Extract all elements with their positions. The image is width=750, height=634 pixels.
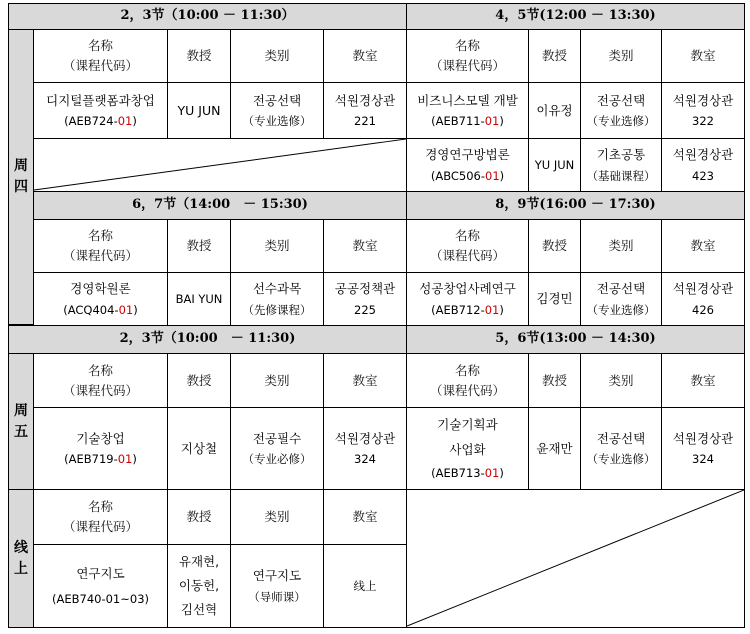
col-header-name: 名称 （课程代码） xyxy=(406,29,529,83)
col-header-name: 名称 （课程代码） xyxy=(33,29,168,83)
diagonal-line xyxy=(407,490,744,627)
room-cell: 线上 xyxy=(323,544,407,628)
col-header-room: 教室 xyxy=(323,29,407,83)
col-header-category: 类别 xyxy=(230,353,324,408)
professor-cell: 윤재만 xyxy=(528,407,581,490)
col-header-professor: 教授 xyxy=(167,489,231,545)
category-cell: 선수과목 （先修课程） xyxy=(230,272,324,326)
day-label-friday: 周 五 xyxy=(8,353,34,490)
slot-header-thu-3: 6，7节（14:00 － 15:30) xyxy=(33,191,407,220)
col-header-professor: 教授 xyxy=(167,219,231,273)
category-cell: 전공선택 （专业选修） xyxy=(580,272,662,326)
professor-cell: 김경민 xyxy=(528,272,581,326)
col-header-category: 类别 xyxy=(580,219,662,273)
col-header-professor: 教授 xyxy=(528,219,581,273)
col-header-room: 教室 xyxy=(323,489,407,545)
category-cell: 전공선택 （专业选修） xyxy=(230,82,324,139)
diagonal-line xyxy=(34,139,406,191)
col-header-room: 教室 xyxy=(661,353,745,408)
col-header-name: 名称 （课程代码） xyxy=(406,219,529,273)
col-header-room: 教室 xyxy=(323,219,407,273)
col-header-category: 类别 xyxy=(230,489,324,545)
course-name-cell: 기술창업 (AEB719-01) xyxy=(33,407,168,490)
category-cell: 기초공통 （基础课程） xyxy=(580,138,662,192)
col-header-name: 名称 （课程代码） xyxy=(33,353,168,408)
col-header-category: 类别 xyxy=(230,219,324,273)
room-cell: 석원경상관 322 xyxy=(661,82,745,139)
room-cell: 석원경상관 324 xyxy=(323,407,407,490)
course-name-cell: 연구지도 (AEB740-01~03) xyxy=(33,544,168,628)
slot-header-thu-1: 2，3节（10:00 － 11:30） xyxy=(8,3,407,30)
course-name-cell: 성공창업사례연구 (AEB712-01) xyxy=(406,272,529,326)
category-cell: 전공선택 （专业选修） xyxy=(580,82,662,139)
course-name-cell: 경영연구방법론 (ABC506-01) xyxy=(406,138,529,192)
col-header-room: 教室 xyxy=(323,353,407,408)
course-name-cell: 비즈니스모델 개발 (AEB711-01) xyxy=(406,82,529,139)
col-header-professor: 教授 xyxy=(167,29,231,83)
professor-cell: BAI YUN xyxy=(167,272,231,326)
professor-cell: YU JUN xyxy=(167,82,231,139)
day-label-thursday: 周 四 xyxy=(8,29,34,325)
col-header-name: 名称 （课程代码） xyxy=(33,219,168,273)
slot-header-thu-4: 8，9节(16:00 － 17:30) xyxy=(406,191,745,220)
slot-header-thu-2: 4，5节(12:00 － 13:30) xyxy=(406,3,745,30)
slot-header-fri-2: 5，6节(13:00 － 14:30) xyxy=(406,325,745,354)
room-cell: 석원경상관 324 xyxy=(661,407,745,490)
category-cell: 연구지도 （导师课） xyxy=(230,544,324,628)
col-header-room: 教室 xyxy=(661,219,745,273)
slot-header-fri-1: 2，3节（10:00 － 11:30) xyxy=(8,325,407,354)
professor-cell: 지상철 xyxy=(167,407,231,490)
course-name-cell: 기술기획과 사업화 (AEB713-01) xyxy=(406,407,529,490)
col-header-category: 类别 xyxy=(580,353,662,408)
col-header-name: 名称 （课程代码） xyxy=(406,353,529,408)
col-header-room: 教室 xyxy=(661,29,745,83)
professor-cell: 이유정 xyxy=(528,82,581,139)
course-name-cell: 경영학원론 (ACQ404-01) xyxy=(33,272,168,326)
professor-cell: 유재현, 이동헌, 김선혁 xyxy=(167,544,231,628)
course-name-cell: 디지털플랫폼과창업 (AEB724-01) xyxy=(33,82,168,139)
col-header-category: 类别 xyxy=(230,29,324,83)
room-cell: 석원경상관 426 xyxy=(661,272,745,326)
room-cell: 석원경상관 423 xyxy=(661,138,745,192)
day-label-online: 线 上 xyxy=(8,489,34,628)
col-header-professor: 教授 xyxy=(528,29,581,83)
professor-cell: YU JUN xyxy=(528,138,581,192)
empty-slot-diagonal xyxy=(406,489,745,628)
col-header-professor: 教授 xyxy=(167,353,231,408)
room-cell: 공공정책관 225 xyxy=(323,272,407,326)
category-cell: 전공필수 （专业必修） xyxy=(230,407,324,490)
category-cell: 전공선택 （专业选修） xyxy=(580,407,662,490)
col-header-professor: 教授 xyxy=(528,353,581,408)
empty-slot-diagonal xyxy=(33,138,407,192)
col-header-category: 类别 xyxy=(580,29,662,83)
room-cell: 석원경상관 221 xyxy=(323,82,407,139)
col-header-name: 名称 （课程代码） xyxy=(33,489,168,545)
